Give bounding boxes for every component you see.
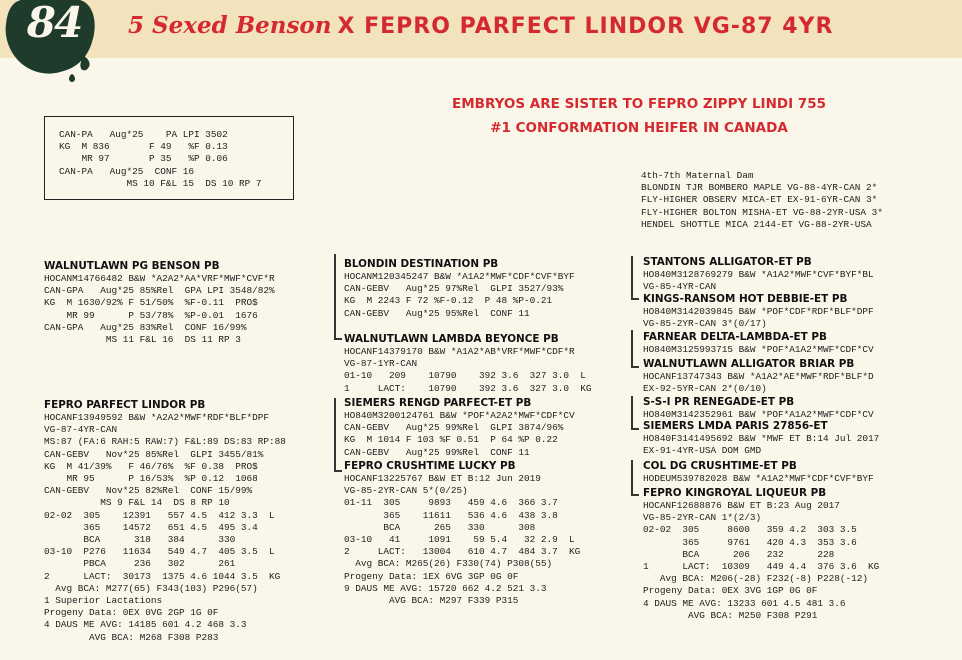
detail-line: 02-02 305 12391 557 4.5 412 3.3 L [44,509,275,521]
detail-line: 01-10 209 10790 392 3.6 327 3.0 L [344,370,586,382]
detail-line: 2 LACT: 30173 1375 4.6 1044 3.5 KG [44,570,281,582]
detail-line: AVG BCA: M268 F308 P283 [44,631,219,643]
detail-line: HOCANM14766482 B&W *A2A2*AA*VRF*MWF*CVF*R [44,273,275,284]
detail-line: VG-85-4YR-CAN [643,281,717,293]
detail-line: HO840M3142352961 B&W *POF*A1A2*MWF*CDF*CV [643,409,874,420]
detail-line: Progeny Data: 1EX 6VG 3GP 0G 0F [344,570,519,582]
sire-script-title: 5 Sexed Benson [128,12,332,39]
detail-line: 9 DAUS ME AVG: 15720 662 4.2 521 3.3 [344,582,547,594]
dsd-name: SIEMERS LMDA PARIS 27856-ET [643,420,828,432]
detail-line: Avg BCA: M277(65) F343(103) P296(57) [44,582,258,594]
detail-line: Avg BCA: M206(-28) F232(-8) P228(-12) [643,573,869,585]
sdd-block [643,358,874,395]
dds-name: COL DG CRUSHTIME-ET PB [643,460,797,472]
detail-line: EX-92-5YR-CAN 2*(0/10) [643,383,767,395]
detail-line: HO840M3125993715 B&W *POF*A1A2*MWF*CDF*CV [643,344,874,355]
detail-line: VG-87-1YR-CAN [344,358,418,370]
detail-line: CAN-GEBV Aug*25 95%Rel CONF 11 [344,307,530,319]
connector-line [631,256,633,298]
detail-line: BLONDIN TJR BOMBERO MAPLE VG-88-4YR-CAN 2* [641,182,878,194]
sss-details [643,269,874,293]
detail-line: VG-85-2YR-CAN 1*(2/3) [643,512,762,524]
detail-line: 02-02 305 8600 359 4.2 303 3.5 [643,524,857,536]
ddd-block [643,487,879,622]
detail-line: KG M 1014 F 103 %F 0.51 P 64 %P 0.22 [344,434,558,446]
detail-line: HO840M3128769279 B&W *A1A2*MWF*CVF*BYF*BL [643,269,874,280]
sdd-name: WALNUTLAWN ALLIGATOR BRIAR PB [643,358,855,370]
dam-sire-details [344,410,575,459]
detail-line: 4 DAUS ME AVG: 13233 601 4.5 481 3.6 [643,597,846,609]
sire-dam-details [344,346,592,395]
connector-line [631,366,639,368]
sire-sire-name: BLONDIN DESTINATION PB [344,258,499,270]
detail-line: HOCANF13747343 B&W *A1A2*AE*MWF*RDF*BLF*D [643,371,874,382]
detail-line: 1 Superior Lactations [44,595,163,607]
ddd-name: FEPRO KINGROYAL LIQUEUR PB [643,487,827,499]
detail-line: VG-87-4YR-CAN [44,424,118,436]
detail-line: EX-91-4YR-USA DOM GMD [643,445,762,457]
connector-line [631,428,639,430]
headline-line-1: EMBRYOS ARE SISTER TO FEPRO ZIPPY LINDI 755 [452,96,826,112]
detail-line: MR 97 P 35 %P 0.06 [59,153,228,165]
dss-block [643,396,874,421]
sire-dam-block [344,333,592,395]
lot-number: 84 [26,0,82,47]
detail-line: CAN-GEBV Aug*25 99%Rel CONF 11 [344,446,530,458]
detail-line: Progeny Data: 0EX 0VG 2GP 1G 0F [44,607,219,619]
detail-line: 1 LACT: 10790 392 3.6 327 3.0 KG [344,382,592,394]
summary-lines [59,129,293,190]
dam-dam-name: FEPRO CRUSHTIME LUCKY PB [344,460,516,472]
detail-line: KG M 836 F 49 %F 0.13 [59,141,228,153]
detail-line: HOCANF14379170 B&W *A1A2*AB*VRF*MWF*CDF*R [344,346,575,357]
sss-block [643,256,874,293]
detail-line: CAN-GEBV Nov*25 82%Rel CONF 15/99% [44,485,253,497]
sire-dam-name: WALNUTLAWN LAMBDA BEYONCE PB [344,333,559,345]
connector-line [334,470,342,472]
dam-dam-details [344,473,580,607]
detail-line: MR 95 P 16/53% %P 0.12 1068 [44,473,258,485]
detail-line: 365 14572 651 4.5 495 3.4 [44,521,258,533]
title-rest: X FEPRO PARFECT LINDOR VG-87 4YR [337,14,834,39]
sds-block [643,331,874,356]
detail-line: CAN-GPA Aug*25 83%Rel CONF 16/99% [44,321,247,333]
detail-line: VG-85-2YR-CAN 5*(0/25) [344,485,468,497]
detail-line: Progeny Data: 0EX 3VG 1GP 0G 0F [643,585,818,597]
dam-dam-block [344,460,580,607]
detail-line: HO840M3200124761 B&W *POF*A2A2*MWF*CDF*CV [344,410,575,421]
detail-line: FLY-HIGHER BOLTON MISHA-ET VG-88-2YR-USA 3* [641,206,883,218]
detail-line: AVG BCA: M297 F339 P315 [344,595,519,607]
detail-line: FLY-HIGHER OBSERV MICA-ET EX-91-6YR-CAN 3* [641,194,878,206]
detail-line: HOCANF13225767 B&W ET B:12 Jun 2019 [344,473,541,484]
sire-name: WALNUTLAWN PG BENSON PB [44,260,220,272]
detail-line: 01-11 305 9893 459 4.6 366 3.7 [344,497,558,509]
detail-line: CAN-PA Aug*25 PA LPI 3502 [59,129,228,140]
detail-line: MR 99 P 53/78% %P-0.01 1676 [44,309,258,321]
sire-sire-block [344,258,575,320]
detail-line: CAN-PA Aug*25 CONF 16 [59,165,195,177]
ssd-block [643,293,874,330]
detail-line: AVG BCA: M250 F308 P291 [643,609,818,621]
detail-line: CAN-GPA Aug*25 85%Rel GPA LPI 3548/82% [44,285,275,297]
lot-badge [2,0,102,84]
detail-line: HO840M3142039845 B&W *POF*CDF*RDF*BLF*DPF [643,306,874,317]
detail-line: HOCANF12688876 B&W ET B:23 Aug 2017 [643,500,840,511]
connector-line [334,398,336,470]
connector-line [631,330,633,366]
dam-name: FEPRO PARFECT LINDOR PB [44,399,206,411]
detail-line: HOCANF13949592 B&W *A2A2*MWF*RDF*BLF*DPF [44,412,270,423]
summary-box [44,116,294,200]
sds-name: FARNEAR DELTA-LAMBDA-ET PB [643,331,827,343]
detail-line: 03-10 41 1091 59 5.4 32 2.9 L [344,534,575,546]
detail-line: 365 9761 420 4.3 353 3.6 [643,536,857,548]
dds-details [643,473,874,485]
dss-name: S-S-I PR RENEGADE-ET PB [643,396,795,408]
detail-line: KG M 1630/92% F 51/50% %F-0.11 PRO$ [44,297,258,309]
sire-details [44,273,275,346]
detail-line: MS 10 F&L 15 DS 10 RP 7 [59,177,262,189]
ssd-details [643,306,874,330]
detail-line: 03-10 P276 11634 549 4.7 405 3.5 L [44,546,275,558]
detail-line: VG-85-2YR-CAN 3*(0/17) [643,318,767,330]
headline-line-2: #1 CONFORMATION HEIFER IN CANADA [490,120,788,136]
detail-line: HODEUM539782028 B&W *A1A2*MWF*CDF*CVF*BYF [643,473,874,484]
connector-line [334,254,336,338]
detail-line: CAN-GEBV Aug*25 97%Rel GLPI 3527/93% [344,283,564,295]
detail-line: MS:87 (FA:6 RAH:5 RAW:7) F&L:89 DS:83 RP:88 [44,436,286,448]
connector-line [334,338,342,340]
page-title [128,12,833,39]
detail-line: 1 LACT: 10309 449 4.4 376 3.6 KG [643,561,880,573]
dds-block [643,460,874,485]
detail-line: CAN-GEBV Nov*25 85%Rel GLPI 3455/81% [44,448,264,460]
detail-line: Avg BCA: M265(26) F330(74) P308(55) [344,558,553,570]
maternal-lines [641,182,883,231]
dam-sire-name: SIEMERS RENGD PARFECT-ET PB [344,397,532,409]
detail-line: BCA 265 330 308 [344,521,536,533]
dam-details [44,412,286,644]
sire-block [44,260,275,346]
detail-line: 4 DAUS ME AVG: 14185 601 4.2 468 3.3 [44,619,247,631]
detail-line: 2 LACT: 13004 610 4.7 484 3.7 KG [344,546,581,558]
detail-line: HENDEL SHOTTLE MICA 2144-ET VG-88-2YR-USA [641,218,872,230]
connector-line [631,494,639,496]
connector-line [631,298,639,300]
sds-details [643,344,874,356]
dam-block [44,399,286,644]
detail-line: PBCA 236 302 261 [44,558,236,570]
dam-sire-block [344,397,575,459]
connector-line [631,396,633,428]
ddd-details [643,500,879,622]
detail-line: MS 9 F&L 14 DS 8 RP 10 [44,497,230,509]
sdd-details [643,371,874,395]
maternal-heading: 4th-7th Maternal Dam [641,170,754,181]
detail-line: CAN-GEBV Aug*25 99%Rel GLPI 3874/96% [344,422,564,434]
detail-line: KG M 41/39% F 46/76% %F 0.38 PRO$ [44,460,258,472]
connector-line [631,460,633,494]
detail-line: MS 11 F&L 16 DS 11 RP 3 [44,334,241,346]
dsd-details [643,433,879,457]
dsd-block [643,420,879,457]
detail-line: 365 11611 536 4.6 438 3.8 [344,509,558,521]
sire-sire-details [344,271,575,320]
sss-name: STANTONS ALLIGATOR-ET PB [643,256,812,268]
detail-line: HOCANM120345247 B&W *A1A2*MWF*CDF*CVF*BYF [344,271,575,282]
detail-line: KG M 2243 F 72 %F-0.12 P 48 %P-0.21 [344,295,553,307]
detail-line: BCA 318 384 330 [44,534,236,546]
ssd-name: KINGS-RANSOM HOT DEBBIE-ET PB [643,293,848,305]
maternal-dams [641,170,883,231]
detail-line: BCA 206 232 228 [643,548,835,560]
detail-line: HO840F3141495692 B&W *MWF ET B:14 Jul 2017 [643,433,880,444]
